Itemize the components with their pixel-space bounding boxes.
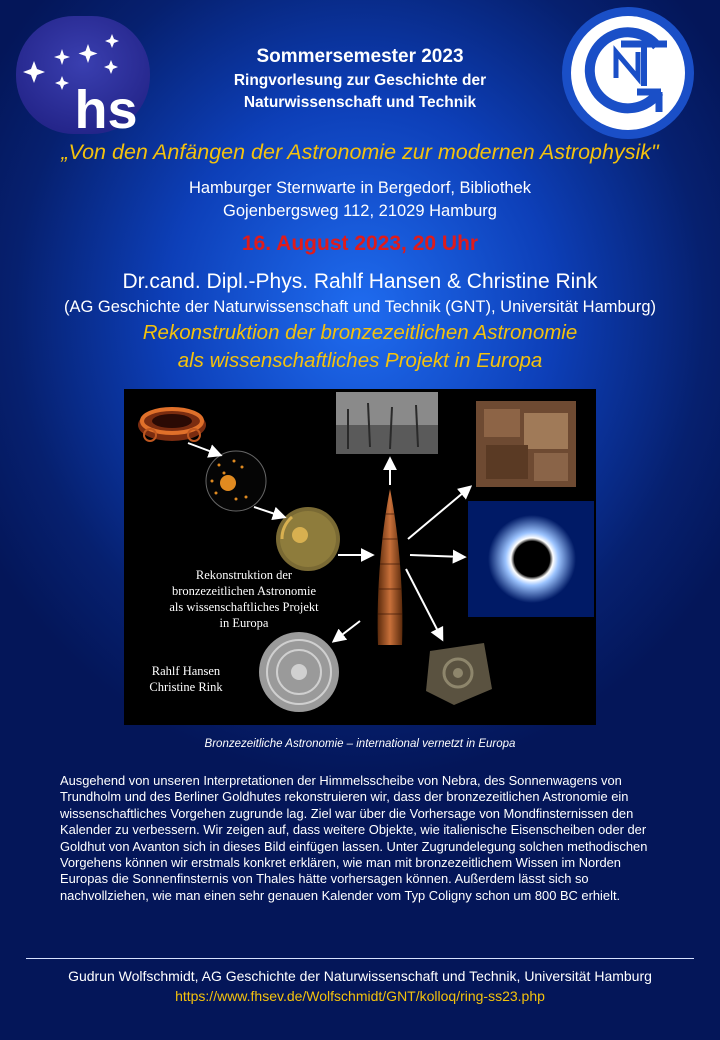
event-date: 16. August 2023, 20 Uhr [241,232,479,255]
speakers: Dr.cand. Dipl.-Phys. Rahlf Hansen & Christine Rink [122,270,598,293]
nebra-disk-image [276,507,340,571]
sky-disk-diagram [206,451,266,511]
series-heading-line1: Ringvorlesung zur Geschichte der [233,72,487,89]
figure-text-line4: in Europa [219,616,269,630]
figure-text-line1: Rekonstruktion der [195,568,293,582]
footer-organizer: Gudrun Wolfschmidt, AG Geschichte der Naturwissenschaft und Technik, Universität Hamburg [68,968,652,984]
figure-author2: Christine Rink [149,680,223,694]
hs-logo-text: hs [74,80,138,134]
affiliation: (AG Geschichte der Naturwissenschaft und Technik (GNT), Universität Hamburg) [63,298,657,316]
figure-caption: Bronzezeitliche Astronomie – international vernetzt in Europa [204,738,516,750]
lecture-series-title: „Von den Anfängen der Astronomie zur modernen Astrophysik" [61,140,659,164]
sun-chariot-image [138,409,206,441]
semester-heading: Sommersemester 2023 [256,46,464,67]
figure-text-line3: als wissenschaftliches Projekt [169,600,319,614]
golden-hat-image [378,489,403,645]
footer-divider [26,958,694,959]
map-fragment-image [476,401,576,487]
venue-line1: Hamburger Sternwarte in Bergedorf, Bibliothek [188,179,532,197]
solar-eclipse-image [468,501,594,617]
abstract-text: Ausgehend von unseren Interpretationen der Himmelsscheibe von Nebra, des Sonnenwagens von Trundholm und des Berliner Goldhutes rekonstruieren wir, dass der bronzezeitlichen Astronomie ein wissenschaftliches Vorgehen zugrunde lag. Ziel war über die Vorhersage von Mondfinsternissen den Kalender zu verbessern. Wir zeigen auf, dass weitere Objekte, wie italienische Eisenscheiben oder der Goldhut von Avanton sich in dieses Bild einfügen lassen. Unter Zugrundelegung solchen methodischen Vorgehens können wir erstmals konkret erklären, wie man mit bronzezeitlichem Wissen im Norden Europas die Sonnenfinsternis von Thales hätte vorhersagen können. Außerdem lässt sich so nachvollziehen, wie man einen sehr genauen Kalender vom Typ Coligny schon um 800 BC erhielt. [60,773,648,903]
series-heading-line2: Naturwissenschaft und Technik [243,94,477,111]
figure-author1: Rahlf Hansen [151,664,221,678]
mechanism-fragment-image [426,643,492,705]
venue-line2: Gojenbergsweg 112, 21029 Hamburg [223,202,497,220]
iron-disk-image [259,632,339,712]
footer-url-link[interactable]: https://www.fhsev.de/Wolfschmidt/GNT/kolloq/ring-ss23.php [175,988,545,1004]
excavation-image [336,392,438,454]
talk-title-line2: als wissenschaftliches Projekt in Europa [177,349,543,372]
figure-text-line2: bronzezeitlichen Astronomie [171,584,317,598]
figure-collage [124,389,596,725]
talk-title-line1: Rekonstruktion der bronzezeitlichen Astronomie [142,321,578,344]
